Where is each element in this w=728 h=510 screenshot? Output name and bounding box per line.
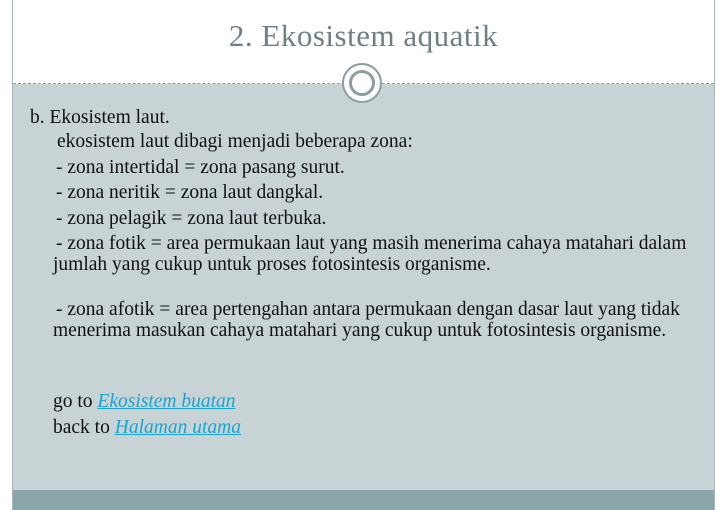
zone-neritik: - zona neritik = zona laut dangkal. <box>56 182 324 203</box>
ekosistem-buatan-link[interactable]: Ekosistem buatan <box>97 391 236 412</box>
goto-prefix: go to <box>53 391 98 412</box>
divider-circle-inner <box>349 70 375 96</box>
footer-band <box>13 490 714 510</box>
intro-text: ekosistem laut dibagi menjadi beberapa zona: <box>57 131 413 152</box>
frame-left-border <box>12 0 13 510</box>
zone-afotik: - zona afotik = area pertengahan antara permukaan dengan dasar laut yang tidak menerima masukan cahaya matahari yang cukup untuk fotosintesis organisme. <box>53 299 680 341</box>
zone-intertidal: - zona intertidal = zona pasang surut. <box>56 157 345 178</box>
frame-right-border <box>714 0 715 510</box>
divider-circle-icon <box>342 63 382 103</box>
back-line <box>53 417 241 438</box>
slide-title: 2. Ekosistem aquatik <box>228 18 499 53</box>
zone-pelagik: - zona pelagik = zona laut terbuka. <box>56 208 327 229</box>
back-prefix: back to <box>53 417 115 438</box>
halaman-utama-link[interactable]: Halaman utama <box>114 417 241 438</box>
goto-line <box>53 391 236 412</box>
section-heading: b. Ekosistem laut. <box>30 107 170 128</box>
zone-fotik: - zona fotik = area permukaan laut yang masih menerima cahaya matahari dalam jumlah yang cukup untuk proses fotosintesis organisme. <box>53 233 687 275</box>
